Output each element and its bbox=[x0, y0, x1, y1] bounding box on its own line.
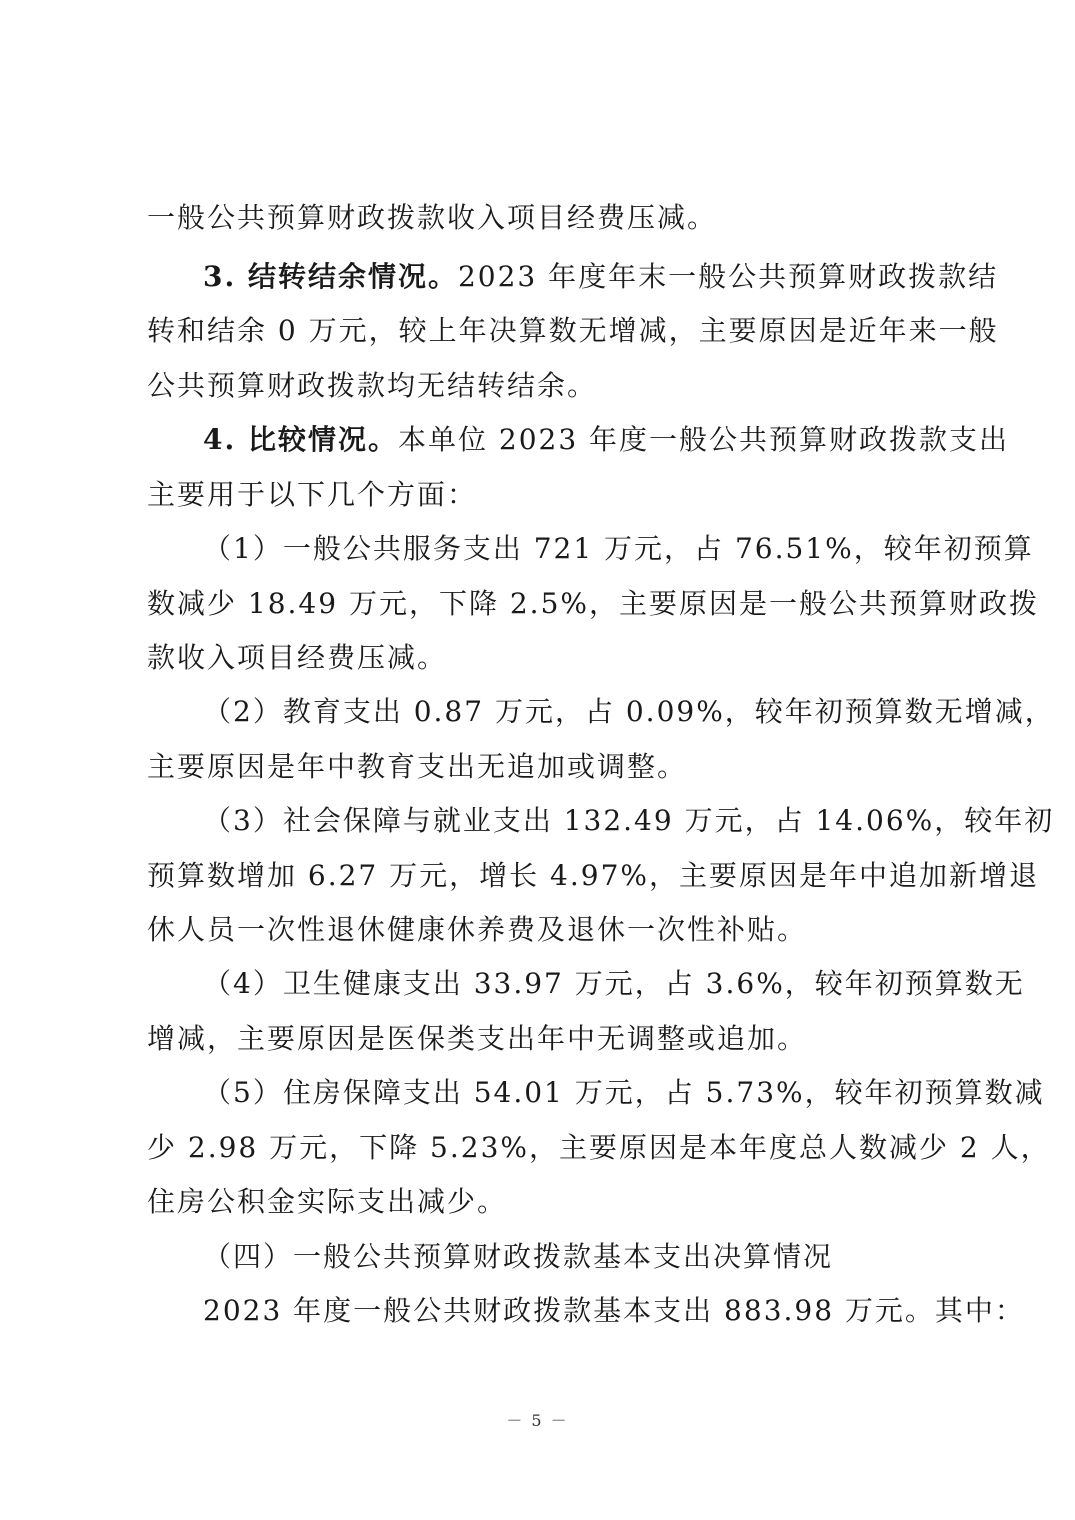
paragraph-line: （5）住房保障支出 54.01 万元，占 5.73%，较年初预算数减 bbox=[203, 1076, 1045, 1109]
subsection-heading: （四）一般公共预算财政拨款基本支出决算情况 bbox=[203, 1240, 834, 1273]
paragraph-line: 2023 年度一般公共财政拨款基本支出 883.98 万元。其中： bbox=[203, 1294, 1025, 1327]
paragraph-line: 主要用于以下几个方面： bbox=[147, 478, 478, 511]
section-heading: 4. 比较情况。 bbox=[203, 423, 398, 456]
paragraph-line: 4. 比较情况。本单位 2023 年度一般公共预算财政拨款支出 bbox=[203, 423, 1010, 456]
paragraph-line: 公共预算财政拨款均无结转结余。 bbox=[147, 369, 598, 402]
paragraph-line: 款收入项目经费压减。 bbox=[147, 641, 448, 674]
paragraph-line: 转和结余 0 万元，较上年决算数无增减，主要原因是近年来一般 bbox=[147, 314, 999, 347]
paragraph-line: 预算数增加 6.27 万元，增长 4.97%，主要原因是年中追加新增退 bbox=[147, 859, 1039, 892]
paragraph-line: （2）教育支出 0.87 万元，占 0.09%，较年初预算数无增减， bbox=[203, 695, 1055, 728]
paragraph-line: 一般公共预算财政拨款收入项目经费压减。 bbox=[147, 201, 718, 234]
paragraph-line: （1）一般公共服务支出 721 万元，占 76.51%，较年初预算 bbox=[203, 532, 1034, 565]
paragraph-line: （4）卫生健康支出 33.97 万元，占 3.6%，较年初预算数无 bbox=[203, 967, 1025, 1000]
paragraph-line: （3）社会保障与就业支出 132.49 万元，占 14.06%，较年初 bbox=[203, 804, 1055, 837]
paragraph-line: 少 2.98 万元，下降 5.23%，主要原因是本年度总人数减少 2 人， bbox=[147, 1131, 1051, 1164]
paragraph-line: 休人员一次性退休健康休养费及退休一次性补贴。 bbox=[147, 913, 808, 946]
paragraph-line: 数减少 18.49 万元，下降 2.5%，主要原因是一般公共预算财政拨 bbox=[147, 587, 1039, 620]
section-heading: 3. 结转结余情况。 bbox=[203, 260, 458, 293]
paragraph-line: 主要原因是年中教育支出无追加或调整。 bbox=[147, 750, 688, 783]
paragraph-line: 住房公积金实际支出减少。 bbox=[147, 1185, 508, 1218]
paragraph-line: 3. 结转结余情况。2023 年度年末一般公共预算财政拨款结 bbox=[203, 260, 999, 293]
paragraph-line: 增减，主要原因是医保类支出年中无调整或追加。 bbox=[147, 1022, 808, 1055]
page-number: － 5 － bbox=[506, 1411, 569, 1430]
